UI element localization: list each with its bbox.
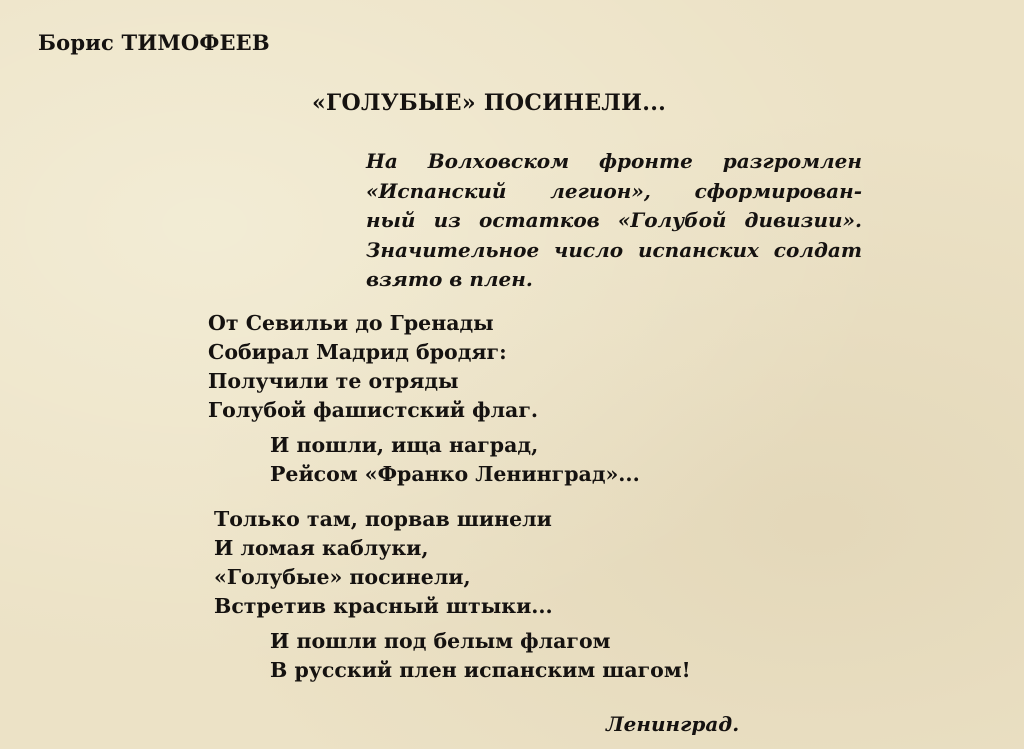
epigraph-line: «Испанский легион», сформирован- bbox=[366, 178, 862, 203]
verse-line: Встретив красный штыки... bbox=[214, 594, 553, 618]
verse-line: Голубой фашистский флаг. bbox=[208, 398, 539, 422]
epigraph bbox=[366, 147, 862, 295]
author-name: Борис ТИМОФЕЕВ bbox=[38, 30, 270, 55]
verse-line: Получили те отряды bbox=[208, 369, 459, 393]
verse-line: «Голубые» посинели, bbox=[214, 565, 471, 589]
verse-line: Рейсом «Франко Ленинград»... bbox=[270, 462, 640, 486]
verse-line: Собирал Мадрид бродяг: bbox=[208, 340, 507, 364]
verse-line: От Севильи до Гренады bbox=[208, 311, 494, 335]
stanza-3 bbox=[214, 505, 553, 621]
epigraph-line: взято в плен. bbox=[366, 267, 533, 291]
verse-line: И пошли, ища наград, bbox=[270, 433, 539, 457]
verse-line: И ломая каблуки, bbox=[214, 536, 429, 560]
poem-title: «ГОЛУБЫЕ» ПОСИНЕЛИ... bbox=[312, 90, 667, 116]
epigraph-line: ный из остатков «Голубой дивизии». bbox=[366, 208, 862, 232]
stanza-4 bbox=[270, 627, 691, 685]
stanza-2 bbox=[270, 431, 640, 489]
epigraph-line: На Волховском фронте разгромлен bbox=[366, 149, 862, 173]
verse-line: В русский плен испанским шагом! bbox=[270, 658, 691, 682]
verse-line: И пошли под белым флагом bbox=[270, 629, 611, 653]
place-signature: Ленинград. bbox=[606, 712, 740, 736]
verse-line: Только там, порвав шинели bbox=[214, 507, 552, 531]
stanza-1 bbox=[208, 309, 538, 425]
epigraph-line: Значительное число испанских солдат bbox=[366, 237, 862, 262]
